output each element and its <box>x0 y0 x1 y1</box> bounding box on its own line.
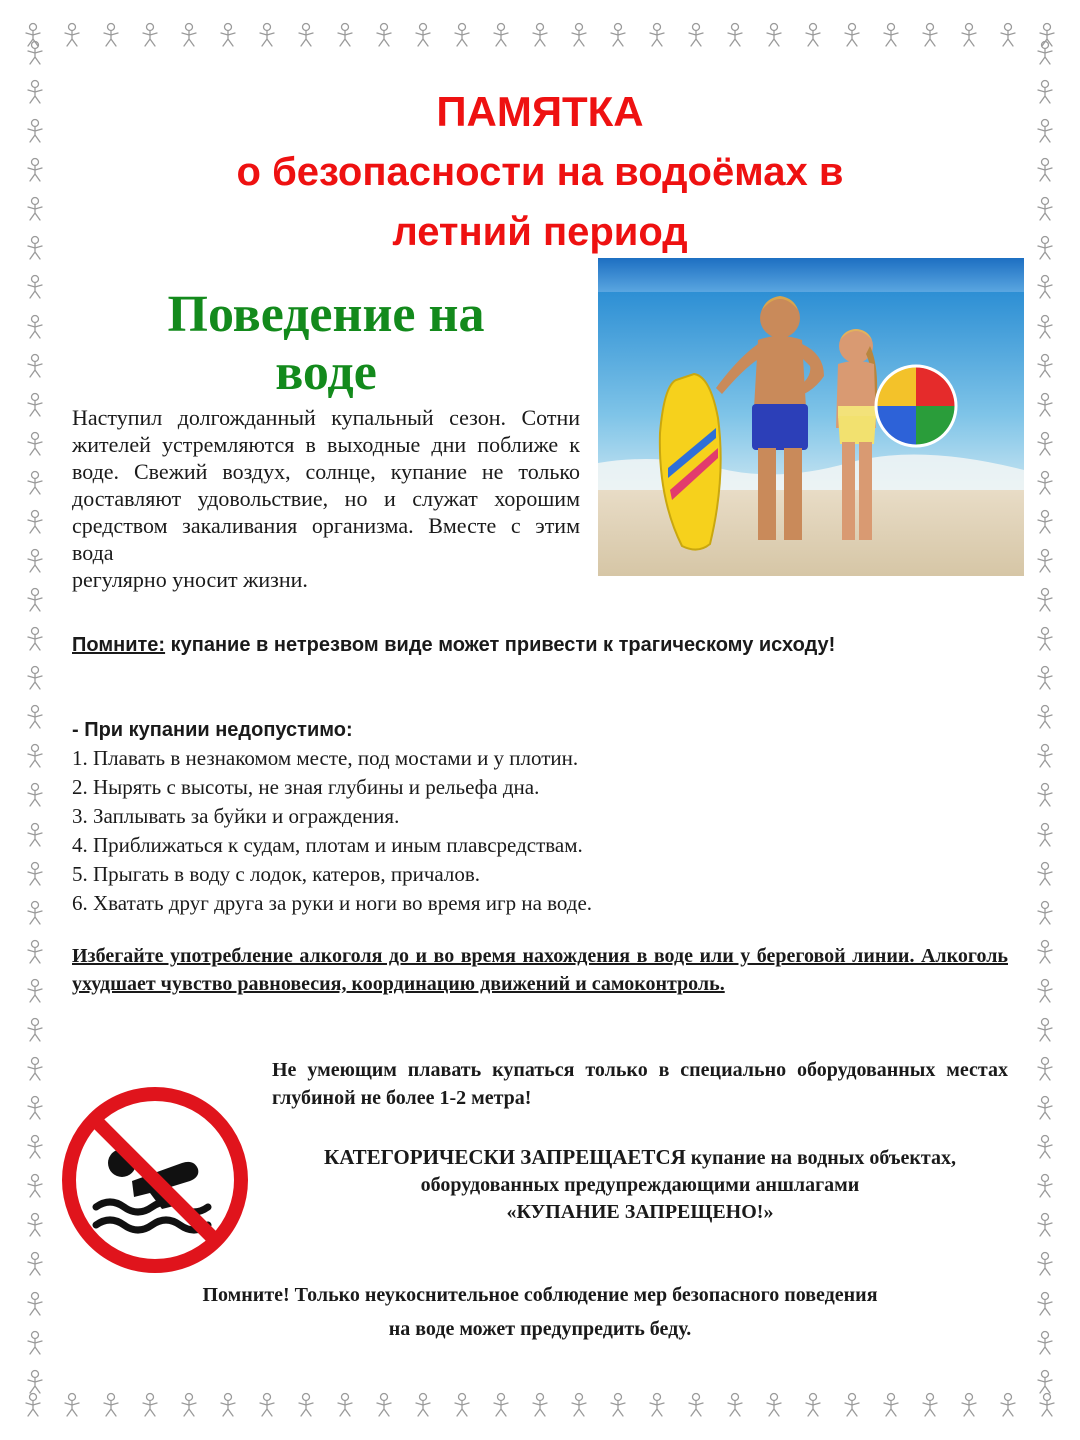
intro-text-last: регулярно уносит жизни. <box>72 567 308 592</box>
intro-paragraph <box>72 404 580 593</box>
closing-line-1: Помните! Только неукоснительное соблюдение мер безопасного поведения <box>202 1284 878 1306</box>
remember-text: купание в нетрезвом виде может привести к трагическому исходу! <box>165 634 836 656</box>
prohibited-heading: - При купании недопустимо: <box>72 719 353 741</box>
title-line-3: летний период <box>392 210 688 254</box>
non-swimmers-note: Не умеющим плавать купаться только в специально оборудованных местах глубиной не более 1-2 метра! <box>272 1059 1008 1109</box>
remember-note <box>72 631 1012 659</box>
forbidden-caps: КАТЕГОРИЧЕСКИ ЗАПРЕЩАЕТСЯ <box>324 1145 686 1169</box>
heading-line-1: Поведение на <box>167 286 485 343</box>
list-item: 1. Плавать в незнакомом месте, под мостами и у плотин. <box>72 746 579 770</box>
list-item: 4. Приближаться к судам, плотам и иным плавсредствам. <box>72 833 583 857</box>
heading-line-2: воде <box>275 344 377 401</box>
list-item: 5. Прыгать в воду с лодок, катеров, причалов. <box>72 862 481 886</box>
beach-photo <box>598 258 1024 576</box>
beach-kids-image <box>598 258 1024 576</box>
title-line-1: ПАМЯТКА <box>436 88 644 135</box>
page-title <box>100 82 980 262</box>
forbidden-note <box>272 1144 1008 1226</box>
list-item: 2. Нырять с высоты, не зная глубины и рельефа дна. <box>72 775 540 799</box>
closing-line-2: на воде может предупредить беду. <box>388 1318 692 1340</box>
prohibited-list <box>72 744 972 918</box>
forbidden-text: купание на водных объектах, оборудованных предупреждающими аншлагами <box>420 1147 956 1196</box>
list-item: 3. Заплывать за буйки и ограждения. <box>72 804 400 828</box>
remember-label: Помните: <box>72 634 166 656</box>
forbidden-sign-text: «КУПАНИЕ ЗАПРЕЩЕНО!» <box>506 1201 774 1223</box>
title-line-2: о безопасности на водоёмах в <box>236 150 844 194</box>
list-item: 6. Хватать друг друга за руки и ноги во время игр на воде. <box>72 891 593 915</box>
intro-text: Наступил долгожданный купальный сезон. Сотни жителей устремляются в выходные дни поближе к воде. Свежий воздух, солнце, купание не только доставляют удовольствие, но и служат хорошим средством закаливания организма. Вместе с этим вода <box>72 405 580 565</box>
closing-note <box>72 1278 1008 1346</box>
no-swimming-icon <box>60 1085 250 1275</box>
alcohol-warning: Избегайте употребление алкоголя до и во время нахождения в воде или у береговой линии. Алкоголь ухудшает чувство равновесия, координацию движений и самоконтроль. <box>72 945 1008 995</box>
section-heading <box>72 286 580 402</box>
